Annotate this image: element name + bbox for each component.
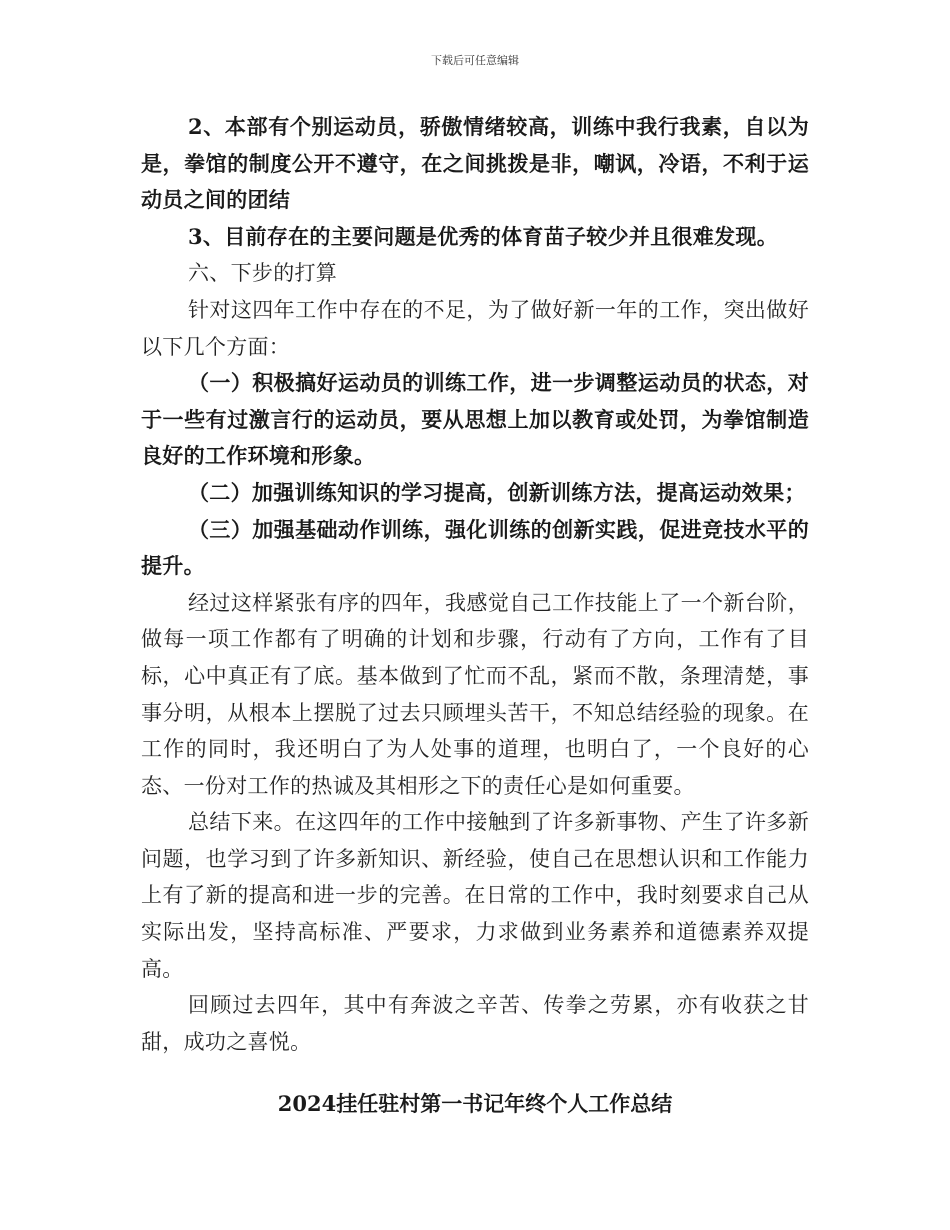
paragraph-summary: 总结下来。在这四年的工作中接触到了许多新事物、产生了许多新问题，也学习到了许多新知识、新经验，使自己在思想认识和工作能力上有了新的提高和进一步的完善。在日常的工作中，我时刻要求自己从实际出发，坚持高标准、严要求，力求做到业务素养和道德素养双提高。 <box>141 810 809 981</box>
next-document-title: 2024挂任驻村第一书记年终个人工作总结 <box>277 1091 673 1116</box>
paragraph-issue-2: 2、本部有个别运动员，骄傲情绪较高，训练中我行我素，自以为是，拳馆的制度公开不遵守，在之间挑拨是非，嘲讽，冷语，不利于运动员之间的团结 <box>141 114 809 213</box>
paragraph-plan-item-1: （一）积极搞好运动员的训练工作，进一步调整运动员的状态，对于一些有过激言行的运动员，要从思想上加以教育或处罚，为拳馆制造良好的工作环境和形象。 <box>141 370 809 469</box>
paragraph-reflection: 经过这样紧张有序的四年，我感觉自己工作技能上了一个新台阶，做每一项工作都有了明确的计划和步骤，行动有了方向，工作有了目标，心中真正有了底。基本做到了忙而不乱，紧而不散，条理清楚，事事分明，从根本上摆脱了过去只顾埋头苦干，不知总结经验的现象。在工作的同时，我还明白了为人处事的道理，也明白了，一个良好的心态、一份对工作的热诚及其相形之下的责任心是如何重要。 <box>141 590 809 798</box>
paragraph-plan-intro: 针对这四年工作中存在的不足，为了做好新一年的工作，突出做好以下几个方面： <box>141 297 809 359</box>
paragraph-issue-3: 3、目前存在的主要问题是优秀的体育苗子较少并且很难发现。 <box>188 223 779 249</box>
paragraph-plan-item-3: （三）加强基础动作训练，强化训练的创新实践，促进竞技水平的提升。 <box>141 516 809 579</box>
page-header: 下载后可任意编辑 <box>431 54 519 67</box>
paragraph-plan-item-2: （二）加强训练知识的学习提高，创新训练方法，提高运动效果； <box>188 479 806 505</box>
document-body <box>141 109 809 1060</box>
paragraph-review: 回顾过去四年，其中有奔波之辛苦、传拳之劳累，亦有收获之甘甜，成功之喜悦。 <box>141 993 809 1054</box>
section-heading-plan: 六、下步的打算 <box>188 261 338 286</box>
